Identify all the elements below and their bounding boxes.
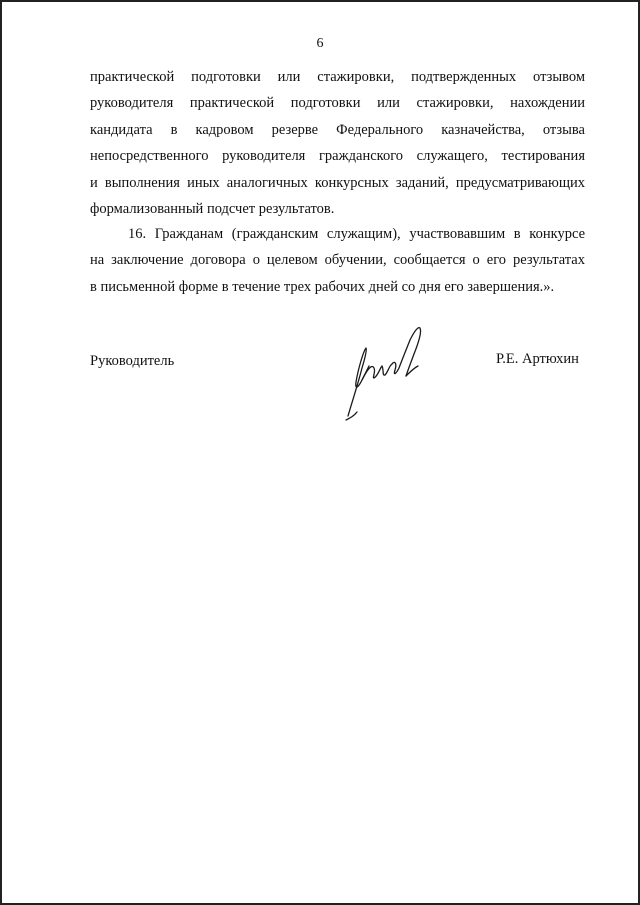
scan-border-left [0, 0, 2, 905]
text-line: 16. Гражданам (гражданским служащим), участвовавшим в конкурсе [128, 226, 585, 242]
paragraph-16 [90, 221, 585, 300]
text-line: формализованный подсчет результатов. [90, 200, 335, 217]
text-line: на заключение договора о целевом обучении, сообщается о его результатах [90, 252, 585, 269]
text-line: руководителя практической подготовки или стажировки, нахождении [90, 95, 585, 112]
text-line: практической подготовки или стажировки, подтвержденных отзывом [90, 69, 585, 85]
signatory-name: Р.Е. Артюхин [496, 351, 579, 367]
text-line: в письменной форме в течение трех рабочих дней со дня его завершения.». [90, 278, 555, 295]
scan-border-top [0, 0, 640, 2]
text-line: непосредственного руководителя гражданского служащего, тестирования [90, 148, 585, 165]
paragraph-continuation [90, 64, 585, 222]
signatory-role: Руководитель [90, 353, 175, 369]
handwritten-signature [334, 320, 434, 425]
text-line: кандидата в кадровом резерве Федерального казначейства, отзыва [90, 121, 585, 138]
page-number: 6 [316, 36, 324, 51]
text-line: и выполнения иных аналогичных конкурсных заданий, предусматривающих [90, 174, 585, 191]
